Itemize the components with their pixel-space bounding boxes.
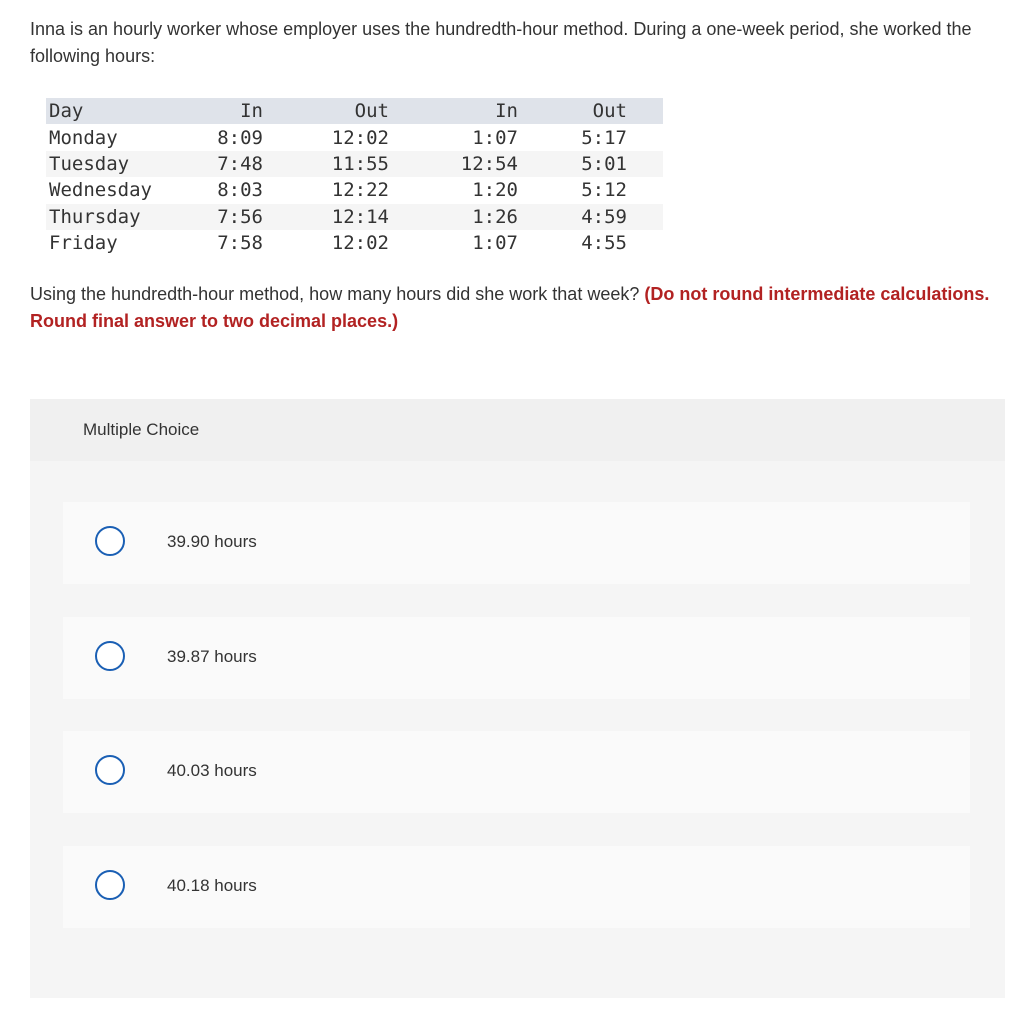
question-text xyxy=(30,281,990,335)
answer-option-1[interactable] xyxy=(63,502,970,584)
table-row xyxy=(46,151,663,177)
answer-option-label[interactable]: 39.90 hours xyxy=(167,532,257,551)
table-row xyxy=(46,204,663,230)
time-cell: 8:03 xyxy=(217,179,263,202)
day-cell: Wednesday xyxy=(49,179,152,202)
time-cell: 5:01 xyxy=(581,152,627,175)
answer-option-2[interactable] xyxy=(63,617,970,699)
table-row xyxy=(46,124,663,150)
hours-table xyxy=(46,98,663,256)
multiple-choice-title: Multiple Choice xyxy=(83,420,200,439)
day-cell: Monday xyxy=(49,126,118,149)
time-cell: 12:14 xyxy=(331,205,389,228)
header-out-noon: Out xyxy=(354,100,389,123)
pad-cell xyxy=(627,177,663,203)
time-cell: 11:55 xyxy=(331,152,389,175)
answer-option-4[interactable] xyxy=(63,846,970,928)
answer-option-3[interactable] xyxy=(63,731,970,813)
pad-cell xyxy=(627,230,663,256)
time-cell: 4:59 xyxy=(581,205,627,228)
time-cell: 12:02 xyxy=(331,232,389,255)
pad-cell xyxy=(627,151,663,177)
radio-button[interactable] xyxy=(95,526,125,556)
time-cell: 12:02 xyxy=(331,126,389,149)
day-cell: Thursday xyxy=(49,205,141,228)
radio-button[interactable] xyxy=(95,641,125,671)
radio-button[interactable] xyxy=(95,755,125,785)
intro-text: Inna is an hourly worker whose employer uses the hundredth-hour method. During a one-week period, she worked the following hours: xyxy=(30,19,972,66)
table-header-row xyxy=(46,98,663,124)
multiple-choice-panel xyxy=(30,399,1005,998)
header-day: Day xyxy=(49,100,84,123)
time-cell: 7:56 xyxy=(217,205,263,228)
time-cell: 7:58 xyxy=(217,232,263,255)
question-instruction: (Do not round intermediate calculations. Round final answer to two decimal places.) xyxy=(30,284,990,331)
header-out-evening: Out xyxy=(592,100,627,123)
question-body: Using the hundredth-hour method, how many hours did she work that week? xyxy=(30,284,640,304)
header-pad xyxy=(627,98,663,124)
time-cell: 1:07 xyxy=(472,126,518,149)
time-cell: 7:48 xyxy=(217,152,263,175)
table-row xyxy=(46,230,663,256)
pad-cell xyxy=(627,204,663,230)
day-cell: Friday xyxy=(49,232,118,255)
pad-cell xyxy=(627,124,663,150)
time-cell: 1:07 xyxy=(472,232,518,255)
time-cell: 8:09 xyxy=(217,126,263,149)
header-in-morning: In xyxy=(240,100,263,123)
time-cell: 12:54 xyxy=(460,152,518,175)
header-in-afternoon: In xyxy=(495,100,518,123)
table-row xyxy=(46,177,663,203)
time-cell: 1:26 xyxy=(472,205,518,228)
answer-option-label[interactable]: 40.03 hours xyxy=(167,761,257,780)
time-cell: 12:22 xyxy=(331,179,389,202)
time-cell: 1:20 xyxy=(472,179,518,202)
radio-button[interactable] xyxy=(95,870,125,900)
multiple-choice-header xyxy=(30,399,1005,461)
time-cell: 5:12 xyxy=(581,179,627,202)
answer-option-label[interactable]: 39.87 hours xyxy=(167,647,257,666)
time-cell: 5:17 xyxy=(581,126,627,149)
time-cell: 4:55 xyxy=(581,232,627,255)
day-cell: Tuesday xyxy=(49,152,130,175)
answer-option-label[interactable]: 40.18 hours xyxy=(167,876,257,895)
